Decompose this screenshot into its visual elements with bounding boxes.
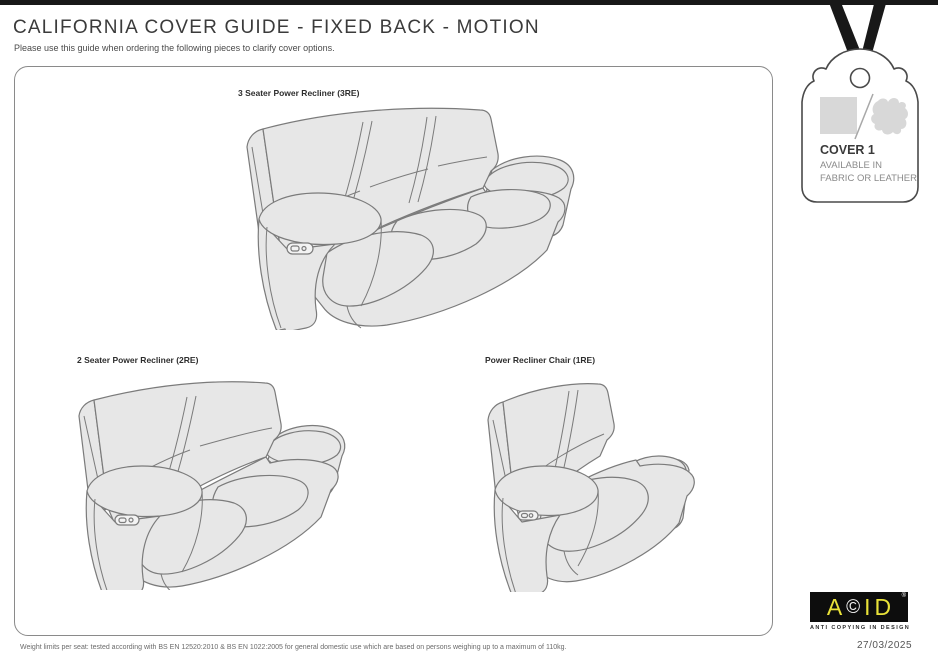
power-control-panel — [518, 511, 538, 520]
cover-swing-tag — [793, 0, 923, 212]
copyright-icon: © — [846, 596, 861, 618]
document-date: 27/03/2025 — [857, 640, 913, 651]
left-arm-pad — [259, 193, 381, 244]
acid-logo-box — [810, 592, 908, 622]
left-arm-pad — [87, 466, 202, 516]
label-2-seater: 2 Seater Power Recliner (2RE) — [77, 355, 199, 365]
power-control-panel — [287, 243, 313, 254]
tag-hole-icon — [851, 69, 870, 88]
acid-logo — [810, 592, 911, 631]
2-seater-sofa-illustration — [60, 370, 360, 590]
acid-letter-i: I — [864, 593, 871, 620]
page-subtitle: Please use this guide when ordering the following pieces to clarify cover options. — [14, 43, 335, 53]
cover-tag-availability-line1: AVAILABLE IN — [820, 160, 882, 171]
recliner-chair-illustration — [470, 370, 710, 592]
fabric-swatch-icon — [820, 97, 857, 134]
label-3-seater: 3 Seater Power Recliner (3RE) — [238, 88, 360, 98]
label-recliner-chair: Power Recliner Chair (1RE) — [485, 355, 596, 365]
weight-limit-note: Weight limits per seat: tested according with BS EN 12520:2010 & BS EN 1022:2005 for general domestic use which are based on persons weighing up to a maximum of 110kg. — [20, 644, 567, 651]
cover-tag-title: COVER 1 — [820, 143, 875, 157]
acid-letter-d: D — [874, 593, 892, 620]
cover-tag-availability-line2: FABRIC OR LEATHER — [820, 173, 917, 184]
3-seater-sofa-illustration — [230, 100, 590, 330]
acid-tagline: ANTI COPYING IN DESIGN — [810, 625, 911, 631]
registered-trademark-icon: ® — [901, 593, 906, 599]
power-control-panel — [115, 515, 139, 525]
page-title: CALIFORNIA COVER GUIDE - FIXED BACK - MOTION — [13, 17, 540, 38]
acid-letter-a: A — [826, 593, 843, 620]
